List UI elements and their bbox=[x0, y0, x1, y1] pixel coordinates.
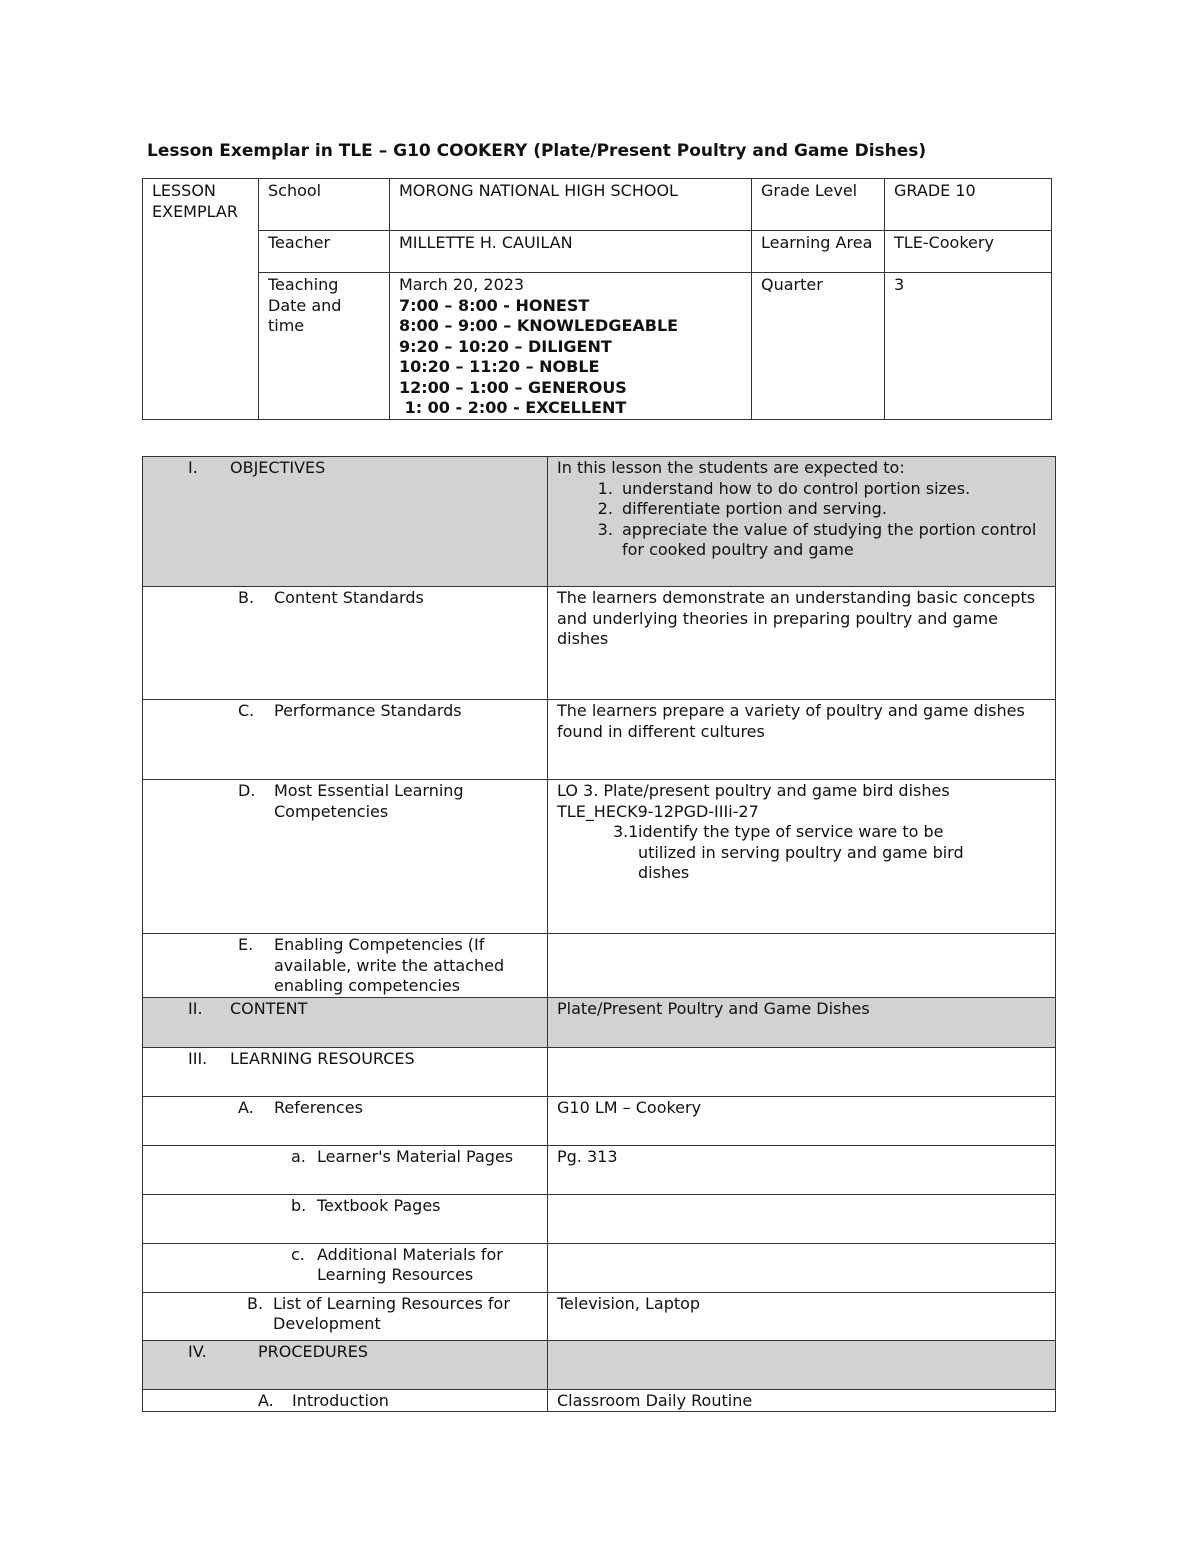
school-label: School bbox=[259, 179, 390, 231]
row-letter: C. bbox=[238, 701, 255, 720]
row-letter: a. bbox=[291, 1146, 306, 1166]
teaching-schedule bbox=[390, 273, 752, 420]
objectives-row bbox=[143, 457, 1056, 587]
objective-item: 3. appreciate the value of studying the portion control for cooked poultry and game bbox=[618, 520, 1046, 561]
introduction-row bbox=[143, 1389, 1056, 1412]
lesson-plan-table bbox=[142, 456, 1056, 1412]
learning-resources-label: LEARNING RESOURCES bbox=[230, 1048, 415, 1068]
objectives-label: OBJECTIVES bbox=[230, 458, 326, 477]
teacher-value: MILLETTE H. CAUILAN bbox=[390, 231, 752, 273]
procedures-row bbox=[143, 1340, 1056, 1389]
content-value: Plate/Present Poultry and Game Dishes bbox=[548, 997, 1056, 1047]
textbook-pages-label: Textbook Pages bbox=[317, 1195, 441, 1215]
melc-code: TLE_HECK9-12PGD-IIIi-27 bbox=[557, 801, 759, 821]
list-resources-value: Television, Laptop bbox=[548, 1292, 1056, 1340]
objective-item: 2. differentiate portion and serving. bbox=[618, 499, 1046, 520]
grade-level-value: GRADE 10 bbox=[885, 179, 1052, 231]
teaching-date-label: Teaching Date and time bbox=[259, 273, 390, 420]
content-label: CONTENT bbox=[230, 998, 308, 1018]
teacher-label: Teacher bbox=[259, 231, 390, 273]
performance-standards-row bbox=[143, 700, 1056, 780]
introduction-label: Introduction bbox=[292, 1390, 389, 1410]
enabling-competencies-label: Enabling Competencies (If available, write the attached enabling competencies bbox=[274, 935, 505, 995]
performance-standards-label: Performance Standards bbox=[274, 701, 462, 720]
row-letter: B. bbox=[247, 1293, 264, 1313]
learning-area-value: TLE-Cookery bbox=[885, 231, 1052, 273]
content-standards-value: The learners demonstrate an understanding basic concepts and underlying theories in preparing poultry and game dishes bbox=[548, 587, 1056, 700]
learners-material-row bbox=[143, 1145, 1056, 1194]
schedule-line: 8:00 – 9:00 – KNOWLEDGEABLE bbox=[399, 316, 679, 335]
enabling-competencies-row bbox=[143, 934, 1056, 998]
lesson-header-table bbox=[142, 178, 1052, 420]
learning-area-label: Learning Area bbox=[752, 231, 885, 273]
introduction-value: Classroom Daily Routine bbox=[548, 1389, 1056, 1412]
objectives-intro: In this lesson the students are expected to: bbox=[557, 458, 905, 477]
references-label: References bbox=[274, 1097, 363, 1117]
grade-level-label: Grade Level bbox=[752, 179, 885, 231]
learners-material-value: Pg. 313 bbox=[548, 1145, 1056, 1194]
additional-materials-row bbox=[143, 1243, 1056, 1292]
content-standards-label: Content Standards bbox=[274, 588, 424, 607]
melc-learning-outcome: LO 3. Plate/present poultry and game bird dishes bbox=[557, 781, 950, 800]
row-letter: b. bbox=[291, 1195, 307, 1215]
objectives-list bbox=[557, 479, 1046, 561]
row-number: I. bbox=[188, 458, 198, 477]
learning-resources-row bbox=[143, 1047, 1056, 1096]
learning-resources-value bbox=[548, 1047, 1056, 1096]
additional-materials-label: Additional Materials for Learning Resources bbox=[317, 1244, 503, 1284]
row-letter: c. bbox=[291, 1244, 305, 1264]
schedule-line: 12:00 – 1:00 – GENEROUS bbox=[399, 377, 627, 397]
enabling-competencies-value bbox=[548, 934, 1056, 998]
competency-text: identify the type of service ware to be utilized in serving poultry and game bird dishes bbox=[638, 822, 964, 882]
list-resources-label: List of Learning Resources for Development bbox=[273, 1293, 510, 1333]
content-row bbox=[143, 997, 1056, 1047]
objective-item: 1. understand how to do control portion sizes. bbox=[618, 479, 1046, 500]
schedule-line: 1: 00 - 2:00 - EXCELLENT bbox=[399, 398, 627, 417]
performance-standards-value: The learners prepare a variety of poultry and game dishes found in different cultures bbox=[548, 700, 1056, 780]
melc-label: Most Essential Learning Competencies bbox=[274, 781, 464, 821]
schedule-line: 10:20 – 11:20 – NOBLE bbox=[399, 357, 600, 376]
procedures-value bbox=[548, 1340, 1056, 1389]
lesson-exemplar-label: LESSON EXEMPLAR bbox=[143, 179, 259, 420]
quarter-label: Quarter bbox=[752, 273, 885, 420]
learners-material-label: Learner's Material Pages bbox=[317, 1146, 514, 1166]
row-letter: E. bbox=[238, 935, 254, 954]
list-resources-row bbox=[143, 1292, 1056, 1340]
teaching-date-value: March 20, 2023 bbox=[399, 275, 525, 294]
row-number: II. bbox=[188, 998, 203, 1018]
references-value: G10 LM – Cookery bbox=[548, 1096, 1056, 1145]
content-standards-row bbox=[143, 587, 1056, 700]
references-row bbox=[143, 1096, 1056, 1145]
procedures-label: PROCEDURES bbox=[258, 1341, 369, 1361]
schedule-line: 7:00 – 8:00 - HONEST bbox=[399, 295, 590, 315]
textbook-pages-row bbox=[143, 1194, 1056, 1243]
row-letter: A. bbox=[258, 1390, 274, 1410]
school-value: MORONG NATIONAL HIGH SCHOOL bbox=[390, 179, 752, 231]
row-letter: B. bbox=[238, 588, 255, 607]
additional-materials-value bbox=[548, 1243, 1056, 1292]
textbook-pages-value bbox=[548, 1194, 1056, 1243]
competency-number: 3.1 bbox=[613, 822, 639, 841]
quarter-value: 3 bbox=[885, 273, 1052, 420]
document-title: Lesson Exemplar in TLE – G10 COOKERY (Plate/Present Poultry and Game Dishes) bbox=[147, 141, 927, 161]
melc-row bbox=[143, 780, 1056, 934]
row-number: III. bbox=[188, 1048, 208, 1068]
schedule-line: 9:20 – 10:20 – DILIGENT bbox=[399, 336, 612, 356]
row-letter: A. bbox=[238, 1097, 254, 1117]
row-number: IV. bbox=[188, 1341, 207, 1361]
row-letter: D. bbox=[238, 781, 256, 800]
